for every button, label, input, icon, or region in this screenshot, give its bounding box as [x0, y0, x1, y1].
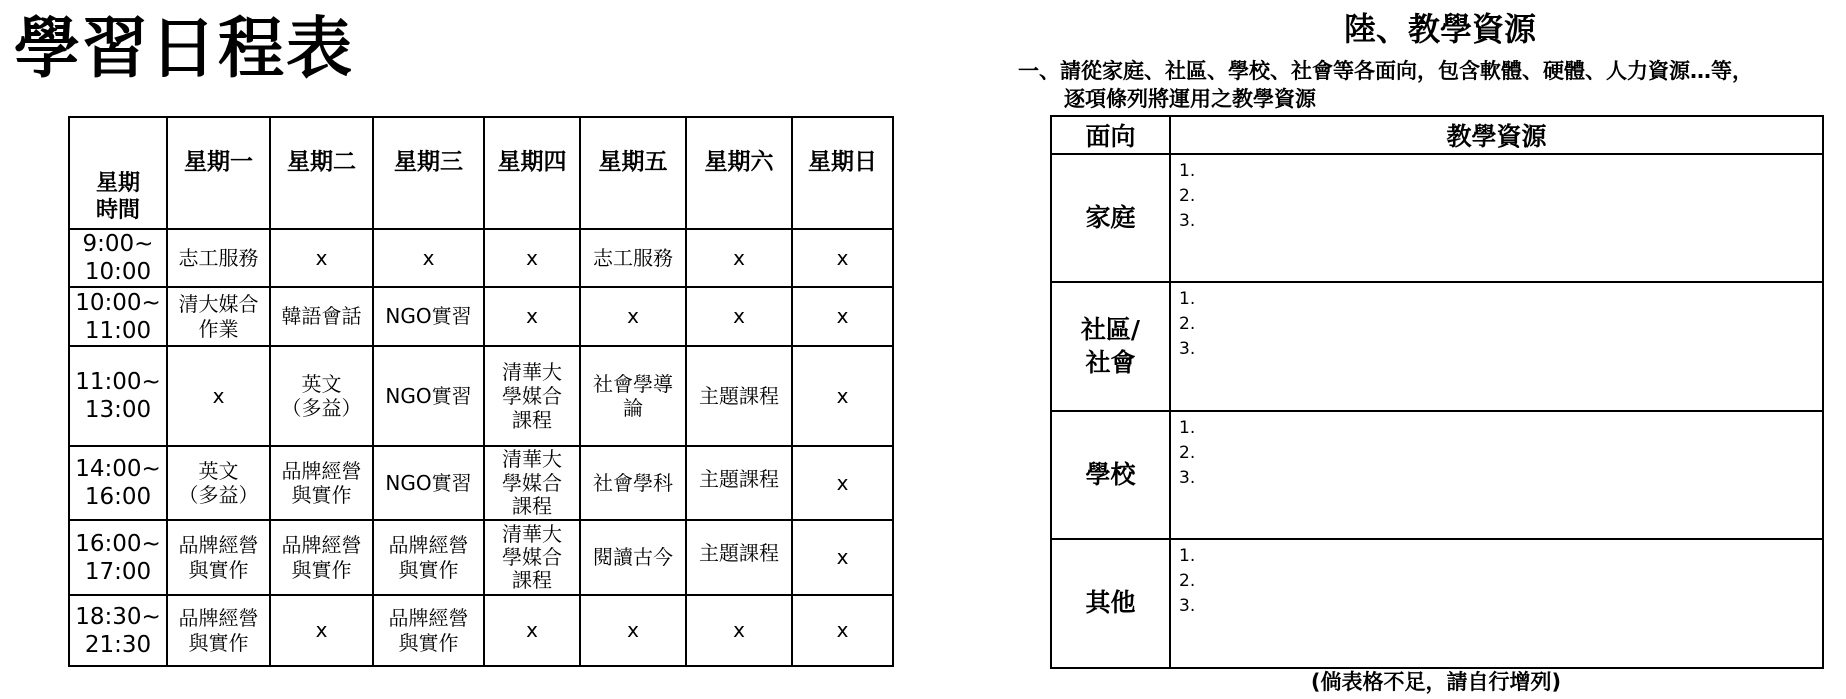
cell-text: x	[526, 618, 538, 643]
resource-item: 2.	[1179, 571, 1196, 591]
resources-table	[1050, 115, 1824, 669]
schedule-cell	[484, 229, 580, 287]
resource-item: 1.	[1179, 418, 1196, 438]
schedule-cell	[373, 520, 484, 595]
cell-text: 品牌經營	[388, 606, 469, 631]
cell-text: 主題課程	[699, 541, 779, 566]
schedule-cell	[686, 346, 792, 446]
time-slot	[69, 229, 167, 287]
cell-text: x	[422, 245, 435, 270]
cell-text: 與實作	[188, 557, 249, 582]
aspect-text: 其他	[1085, 588, 1136, 618]
cell-text: 論	[623, 396, 643, 421]
cell-text: 社會學科	[593, 470, 673, 495]
day-header-mon: 星期一	[167, 117, 270, 229]
schedule-cell	[580, 229, 686, 287]
resource-item: 1.	[1179, 161, 1196, 181]
cell-text: （多益）	[178, 483, 259, 508]
schedule-cell	[484, 446, 580, 520]
schedule-cell	[686, 446, 792, 520]
schedule-cell	[686, 520, 792, 595]
resource-items	[1170, 539, 1823, 668]
schedule-cell	[167, 520, 270, 595]
schedule-cell	[686, 595, 792, 666]
cell-text: 學媒合	[502, 470, 562, 495]
time-start: 18:30~	[75, 603, 161, 630]
cell-text: 社會學導	[593, 371, 673, 396]
cell-text: 與實作	[398, 630, 459, 655]
cell-text: 主題課程	[699, 383, 779, 408]
cell-text: 英文	[198, 458, 239, 483]
schedule-cell	[373, 446, 484, 520]
cell-text: 韓語會話	[281, 304, 362, 329]
time-start: 11:00~	[75, 369, 161, 396]
time-start: 14:00~	[75, 456, 161, 483]
day-header-wed: 星期三	[373, 117, 484, 229]
cell-text: x	[836, 545, 849, 570]
cell-text: 與實作	[291, 483, 352, 508]
resource-row-other	[1051, 539, 1823, 668]
resources-instruction	[1018, 57, 1753, 113]
schedule-cell	[792, 229, 893, 287]
cell-text: 學媒合	[502, 383, 562, 408]
schedule-cell	[373, 287, 484, 346]
schedule-cell	[686, 229, 792, 287]
resource-item: 3.	[1179, 211, 1196, 231]
resources-header-row	[1051, 116, 1823, 154]
aspect-label	[1051, 154, 1170, 282]
cell-text: x	[212, 383, 225, 408]
day-header-fri: 星期五	[580, 117, 686, 229]
schedule-cell	[580, 595, 686, 666]
resource-items	[1170, 282, 1823, 411]
cell-text: NGO實習	[385, 304, 472, 329]
cell-text: x	[836, 304, 849, 329]
aspect-label	[1051, 539, 1170, 668]
schedule-cell	[270, 346, 373, 446]
schedule-cell	[270, 595, 373, 666]
cell-text: 閱讀古今	[593, 545, 673, 570]
resource-item: 1.	[1179, 546, 1196, 566]
schedule-cell	[270, 446, 373, 520]
corner-time-label: 時間	[95, 197, 140, 223]
resource-item: 3.	[1179, 468, 1196, 488]
cell-text: 與實作	[398, 557, 459, 582]
day-header-thu: 星期四	[484, 117, 580, 229]
cell-text: 作業	[198, 316, 239, 341]
time-start: 9:00~	[82, 231, 154, 257]
cell-text: x	[627, 618, 639, 643]
cell-text: NGO實習	[385, 470, 472, 495]
schedule-cell	[167, 229, 270, 287]
cell-text: 學媒合	[502, 545, 562, 569]
time-end: 21:30	[84, 631, 152, 658]
schedule-table	[68, 116, 894, 667]
aspect-text: 家庭	[1085, 202, 1136, 232]
schedule-cell	[484, 346, 580, 446]
resource-row-community	[1051, 282, 1823, 411]
cell-text: 志工服務	[178, 245, 259, 270]
cell-text: 清華大	[502, 447, 562, 472]
schedule-cell	[580, 520, 686, 595]
instruction-line-2: 逐項條列將運用之教學資源	[1064, 87, 1316, 111]
schedule-cell	[373, 595, 484, 666]
header-resources: 教學資源	[1170, 116, 1823, 154]
schedule-cell	[167, 446, 270, 520]
schedule-cell	[167, 595, 270, 666]
cell-text: x	[526, 245, 538, 270]
cell-text: 與實作	[188, 630, 249, 655]
time-slot	[69, 520, 167, 595]
resource-item: 1.	[1179, 289, 1196, 309]
schedule-cell	[686, 287, 792, 346]
cell-text: x	[733, 304, 745, 329]
cell-text: 清大媒合	[178, 292, 259, 317]
schedule-cell	[792, 346, 893, 446]
schedule-row	[69, 446, 893, 520]
schedule-cell	[484, 287, 580, 346]
cell-text: NGO實習	[385, 383, 472, 408]
time-end: 17:00	[84, 558, 152, 585]
time-end: 11:00	[84, 317, 152, 344]
cell-text: 品牌經營	[388, 533, 469, 558]
schedule-cell	[792, 287, 893, 346]
day-header-tue: 星期二	[270, 117, 373, 229]
time-end: 16:00	[84, 484, 152, 511]
resource-items	[1170, 411, 1823, 539]
cell-text: （多益）	[281, 396, 362, 421]
resource-row-family	[1051, 154, 1823, 282]
day-header-sun: 星期日	[792, 117, 893, 229]
schedule-cell	[580, 446, 686, 520]
schedule-cell	[792, 446, 893, 520]
cell-text: 品牌經營	[281, 458, 362, 483]
cell-text: 清華大	[502, 359, 562, 384]
cell-text: x	[315, 618, 328, 643]
resource-item: 2.	[1179, 314, 1196, 334]
cell-text: x	[627, 304, 639, 329]
cell-text: 課程	[512, 568, 552, 593]
schedule-cell	[373, 229, 484, 287]
schedule-cell	[792, 595, 893, 666]
schedule-cell	[270, 520, 373, 595]
aspect-text: 學校	[1085, 459, 1136, 489]
schedule-cell	[792, 520, 893, 595]
corner-day-label: 星期	[95, 171, 140, 197]
resource-item: 3.	[1179, 596, 1196, 616]
schedule-cell	[580, 346, 686, 446]
time-slot	[69, 346, 167, 446]
cell-text: 品牌經營	[178, 533, 259, 558]
corner-cell	[69, 117, 167, 229]
schedule-cell	[270, 287, 373, 346]
cell-text: 與實作	[291, 557, 352, 582]
schedule-header-row	[69, 117, 893, 229]
cell-text: 清華大	[502, 521, 562, 546]
schedule-row	[69, 346, 893, 446]
time-slot	[69, 595, 167, 666]
aspect-label	[1051, 282, 1170, 411]
schedule-cell	[373, 346, 484, 446]
cell-text: 品牌經營	[281, 533, 362, 558]
resource-items	[1170, 154, 1823, 282]
schedule-row	[69, 287, 893, 346]
schedule-title: 學習日程表	[14, 10, 354, 87]
cell-text: x	[733, 618, 745, 643]
aspect-text: 社區/	[1080, 315, 1141, 344]
cell-text: x	[733, 245, 745, 270]
aspect-label	[1051, 411, 1170, 539]
resource-row-school	[1051, 411, 1823, 539]
time-start: 16:00~	[75, 530, 161, 557]
cell-text: x	[836, 470, 849, 495]
resources-title: 陸、教學資源	[1343, 10, 1536, 48]
cell-text: 品牌經營	[178, 606, 259, 631]
resource-item: 2.	[1179, 443, 1196, 463]
time-start: 10:00~	[75, 289, 161, 316]
time-end: 10:00	[84, 259, 152, 286]
schedule-cell	[484, 520, 580, 595]
cell-text: x	[315, 245, 328, 270]
cell-text: 英文	[301, 371, 342, 396]
time-end: 13:00	[84, 397, 152, 424]
cell-text: 志工服務	[593, 245, 673, 270]
cell-text: 主題課程	[699, 467, 779, 492]
schedule-cell	[167, 346, 270, 446]
cell-text: 課程	[512, 408, 552, 433]
instruction-line-1: 一、請從家庭、社區、學校、社會等各面向，包含軟體、硬體、人力資源…等，	[1018, 59, 1753, 83]
aspect-text: 社會	[1085, 347, 1136, 377]
resources-footnote: (倘表格不足，請自行增列)	[1310, 670, 1562, 694]
schedule-cell	[167, 287, 270, 346]
cell-text: 課程	[512, 493, 552, 518]
cell-text: x	[836, 383, 849, 408]
header-aspect: 面向	[1051, 116, 1170, 154]
schedule-cell	[580, 287, 686, 346]
schedule-row	[69, 595, 893, 666]
cell-text: x	[836, 618, 849, 643]
schedule-cell	[270, 229, 373, 287]
schedule-cell	[484, 595, 580, 666]
time-slot	[69, 446, 167, 520]
cell-text: x	[836, 245, 849, 270]
schedule-row	[69, 520, 893, 595]
resource-item: 3.	[1179, 339, 1196, 359]
schedule-row	[69, 229, 893, 287]
day-header-sat: 星期六	[686, 117, 792, 229]
cell-text: x	[526, 304, 538, 329]
time-slot	[69, 287, 167, 346]
resource-item: 2.	[1179, 186, 1196, 206]
